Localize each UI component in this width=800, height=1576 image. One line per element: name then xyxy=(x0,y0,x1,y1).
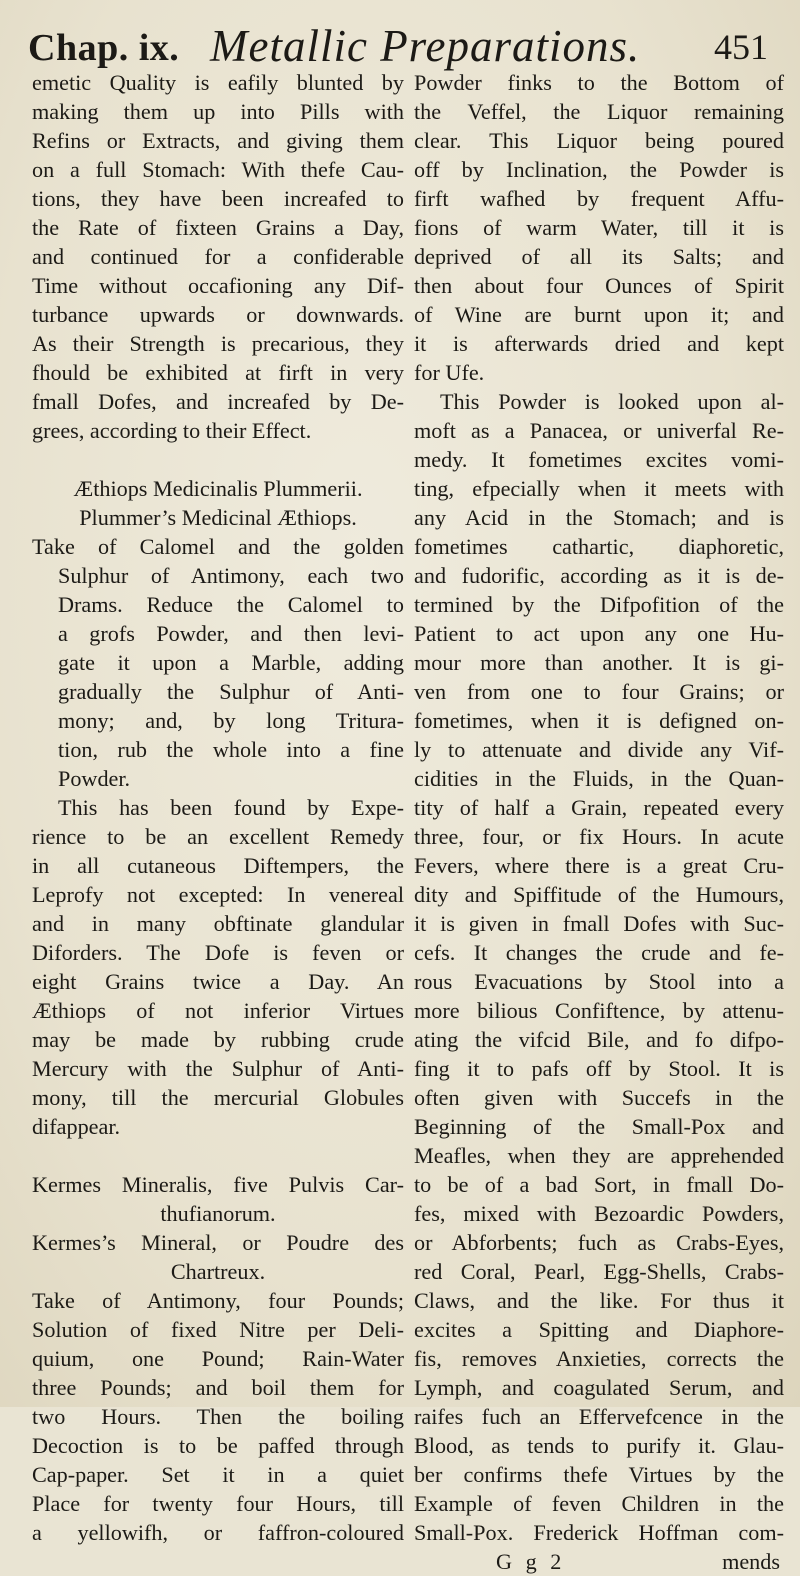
text-line: to be of a bad Sort, in fmall Do- xyxy=(414,1172,784,1197)
running-title: Metallic Preparations. xyxy=(210,21,641,71)
text-line: Kermes’s Mineral, or Poudre des xyxy=(32,1230,404,1255)
text-line: Time without occafioning any Dif- xyxy=(32,273,404,298)
text-line: Blood, as tends to purify it. Glau- xyxy=(414,1433,784,1458)
text-line: it is given in fmall Dofes with Suc- xyxy=(414,911,784,936)
text-line: rous Evacuations by Stool into a xyxy=(414,969,784,994)
text-line: may be made by rubbing crude xyxy=(32,1027,404,1052)
text-line: fions of warm Water, till it is xyxy=(414,215,784,240)
text-line: ven from one to four Grains; or xyxy=(414,679,784,704)
text-line: gradually the Sulphur of Anti- xyxy=(58,679,404,704)
chapter-label: Chap. ix. xyxy=(28,27,180,69)
text-line: raifes fuch an Effervefcence in the xyxy=(414,1404,784,1429)
catchword: mends xyxy=(722,1549,780,1574)
text-line: Decoction is to be paffed through xyxy=(32,1433,404,1458)
text-line: deprived of all its Salts; and xyxy=(414,244,784,269)
text-line: mony; and, by long Tritura- xyxy=(58,708,404,733)
text-line: Powder finks to the Bottom of xyxy=(414,70,784,95)
text-line: quium, one Pound; Rain-Water xyxy=(32,1346,404,1371)
text-line: two Hours. Then the boiling xyxy=(32,1404,404,1429)
text-line: This has been found by Expe- xyxy=(58,795,404,820)
text-line: fhould be exhibited at firft in very xyxy=(32,360,404,385)
right-text-column xyxy=(414,68,784,1576)
text-line: ber confirms thefe Virtues by the xyxy=(414,1462,784,1487)
text-line: for Ufe. xyxy=(414,360,485,385)
text-line: three, four, or fix Hours. In acute xyxy=(414,824,784,849)
text-line: fmall Dofes, and increafed by De- xyxy=(32,389,404,414)
signature-mark: G g 2 xyxy=(496,1549,562,1574)
text-line: clear. This Liquor being poured xyxy=(414,128,784,153)
text-line: mour more than another. It is gi- xyxy=(414,650,784,675)
text-line: dity and Spiffitude of the Humours, xyxy=(414,882,784,907)
text-line: Sulphur of Antimony, each two xyxy=(58,563,404,588)
text-line: ting, efpecially when it meets with xyxy=(414,476,784,501)
text-line: or Abforbents; fuch as Crabs-Eyes, xyxy=(414,1230,784,1255)
text-line: in all cutaneous Diftempers, the xyxy=(32,853,404,878)
text-line: termined by the Difpofition of the xyxy=(414,592,784,617)
text-line: a grofs Powder, and then levi- xyxy=(58,621,404,646)
text-line: Cap-paper. Set it in a quiet xyxy=(32,1462,404,1487)
text-line: Claws, and the like. For thus it xyxy=(414,1288,784,1313)
paragraph-gap xyxy=(32,1141,404,1170)
text-line: tity of half a Grain, repeated every xyxy=(414,795,784,820)
text-line: ating the vifcid Bile, and fo difpo- xyxy=(414,1027,784,1052)
text-line: grees, according to their Effect. xyxy=(32,418,312,443)
text-line: the Rate of fixteen Grains a Day, xyxy=(32,215,404,240)
text-line: Small-Pox. Frederick Hoffman com- xyxy=(414,1520,784,1545)
text-line: Mercury with the Sulphur of Anti- xyxy=(32,1056,404,1081)
text-line: cidities in the Fluids, in the Quan- xyxy=(414,766,784,791)
text-line: eight Grains twice a Day. An xyxy=(32,969,404,994)
text-line: Æthiops of not inferior Virtues xyxy=(32,998,404,1023)
text-line: Meafles, when they are apprehended xyxy=(414,1143,784,1168)
text-line: Patient to act upon any one Hu- xyxy=(414,621,784,646)
text-line: often given with Succefs in the xyxy=(414,1085,784,1110)
text-line: Plummer’s Medicinal Æthiops. xyxy=(79,505,357,530)
text-line: on a full Stomach: With thefe Cau- xyxy=(32,157,404,182)
paragraph-gap xyxy=(32,445,404,474)
running-header xyxy=(28,14,768,74)
text-line: Chartreux. xyxy=(170,1259,266,1284)
text-line: Powder. xyxy=(58,766,131,791)
text-line: mony, till the mercurial Globules xyxy=(32,1085,404,1110)
text-line: firft wafhed by frequent Affu- xyxy=(414,186,784,211)
text-line: tions, they have been increafed to xyxy=(32,186,404,211)
text-line: the Veffel, the Liquor remaining xyxy=(414,99,784,124)
text-line: Take of Antimony, four Pounds; xyxy=(32,1288,404,1313)
text-line: red Coral, Pearl, Egg-Shells, Crabs- xyxy=(414,1259,784,1284)
text-line: of Wine are burnt upon it; and xyxy=(414,302,784,327)
text-line: fis, removes Anxieties, corrects the xyxy=(414,1346,784,1371)
text-line: Leprofy not excepted: In venereal xyxy=(32,882,404,907)
text-line: Place for twenty four Hours, till xyxy=(32,1491,404,1516)
text-line: moft as a Panacea, or univerfal Re- xyxy=(414,418,784,443)
text-line: Lymph, and coagulated Serum, and xyxy=(414,1375,784,1400)
text-line: Diforders. The Dofe is feven or xyxy=(32,940,404,965)
text-line: Æthiops Medicinalis Plummerii. xyxy=(73,476,363,501)
text-line: it is afterwards dried and kept xyxy=(414,331,784,356)
page-footer-line xyxy=(414,1547,784,1576)
text-line: and continued for a confiderable xyxy=(32,244,404,269)
text-line: As their Strength is precarious, they xyxy=(32,331,404,356)
text-line: Drams. Reduce the Calomel to xyxy=(58,592,404,617)
text-line: fing it to pafs off by Stool. It is xyxy=(414,1056,784,1081)
text-line: then about four Ounces of Spirit xyxy=(414,273,784,298)
text-line: fometimes cathartic, diaphoretic, xyxy=(414,534,784,559)
text-line: This Powder is looked upon al- xyxy=(440,389,784,414)
text-line: three Pounds; and boil them for xyxy=(32,1375,404,1400)
text-line: rience to be an excellent Remedy xyxy=(32,824,404,849)
text-line: medy. It fometimes excites vomi- xyxy=(414,447,784,472)
text-line: tion, rub the whole into a fine xyxy=(58,737,404,762)
text-line: Example of feven Children in the xyxy=(414,1491,784,1516)
left-text-column xyxy=(32,68,404,1547)
text-line: any Acid in the Stomach; and is xyxy=(414,505,784,530)
text-line: emetic Quality is eafily blunted by xyxy=(32,70,404,95)
text-line: gate it upon a Marble, adding xyxy=(58,650,404,675)
text-line: thufianorum. xyxy=(160,1201,276,1226)
text-line: fes, mixed with Bezoardic Powders, xyxy=(414,1201,784,1226)
page-number: 451 xyxy=(714,27,768,67)
text-line: Beginning of the Small-Pox and xyxy=(414,1114,784,1139)
text-line: Fevers, where there is a great Cru- xyxy=(414,853,784,878)
text-line: off by Inclination, the Powder is xyxy=(414,157,784,182)
text-line: fometimes, when it is defigned on- xyxy=(414,708,784,733)
text-line: more bilious Confiftence, by attenu- xyxy=(414,998,784,1023)
text-line: difappear. xyxy=(32,1114,121,1139)
text-line: excites a Spitting and Diaphore- xyxy=(414,1317,784,1342)
text-line: ly to attenuate and divide any Vif- xyxy=(414,737,784,762)
text-line: cefs. It changes the crude and fe- xyxy=(414,940,784,965)
text-line: and fudorific, according as it is de- xyxy=(414,563,784,588)
text-line: a yellowifh, or faffron-coloured xyxy=(32,1520,404,1545)
text-line: and in many obftinate glandular xyxy=(32,911,404,936)
text-line: Kermes Mineralis, five Pulvis Car- xyxy=(32,1172,404,1197)
text-line: Solution of fixed Nitre per Deli- xyxy=(32,1317,404,1342)
text-line: Take of Calomel and the golden xyxy=(32,534,404,559)
text-line: Refins or Extracts, and giving them xyxy=(32,128,404,153)
text-line: making them up into Pills with xyxy=(32,99,404,124)
text-line: turbance upwards or downwards. xyxy=(32,302,404,327)
